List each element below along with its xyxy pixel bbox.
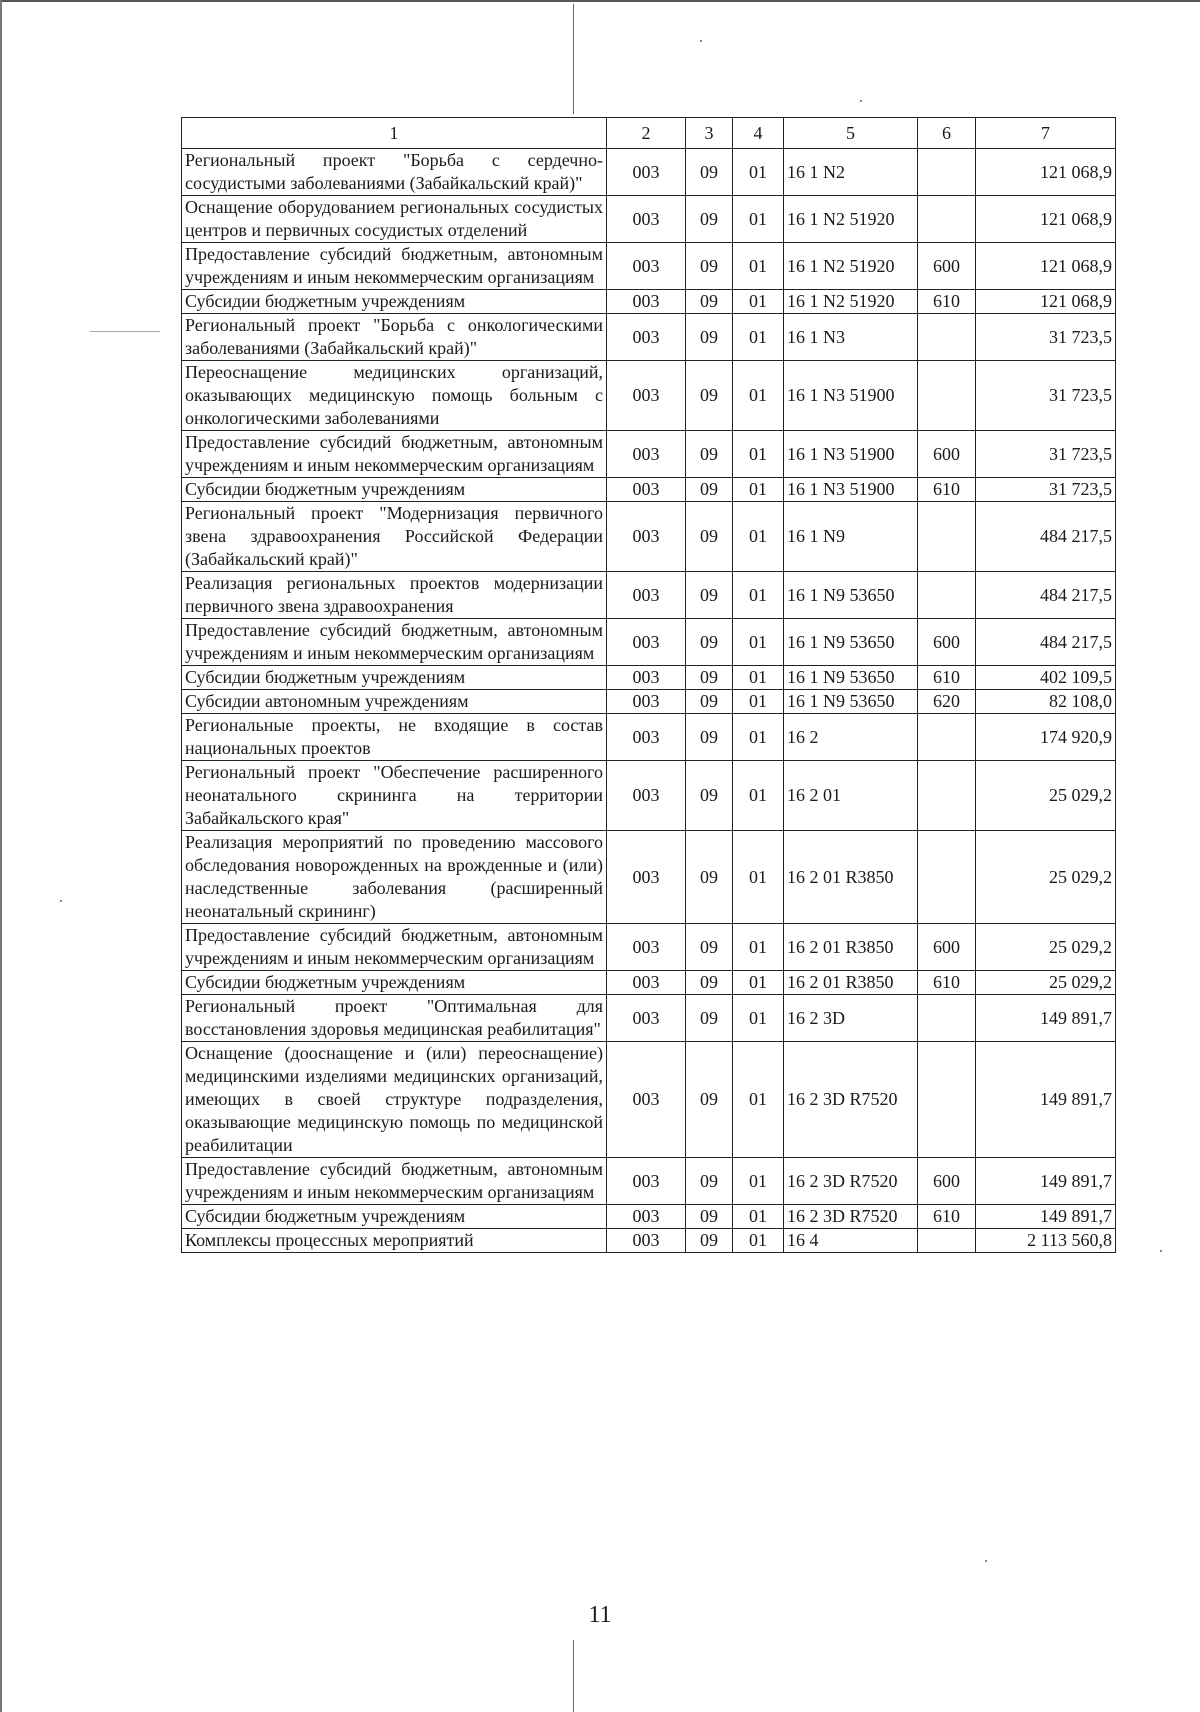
scan-artifact-dot: [1160, 1250, 1162, 1252]
row-col-3: 09: [686, 971, 733, 995]
row-col-7: 174 920,9: [976, 714, 1116, 761]
row-description: Субсидии бюджетным учреждениям: [182, 666, 607, 690]
row-col-5: 16 1 N9 53650: [784, 690, 918, 714]
row-col-6: 610: [918, 478, 976, 502]
row-description: Субсидии бюджетным учреждениям: [182, 290, 607, 314]
row-col-7: 149 891,7: [976, 1042, 1116, 1158]
table-row: [182, 714, 1116, 761]
row-col-2: 003: [607, 971, 686, 995]
row-description: Реализация мероприятий по проведению массового обследования новорожденных на врожденные и (или) наследственные заболевания (расширенный неонатальный скрининг): [182, 831, 607, 924]
table-row: [182, 361, 1116, 431]
table-row: [182, 971, 1116, 995]
row-col-6: 610: [918, 1205, 976, 1229]
row-col-5: 16 1 N9: [784, 502, 918, 572]
scan-artifact-dot: [985, 1560, 987, 1562]
row-col-5: 16 1 N9 53650: [784, 666, 918, 690]
table-row: [182, 196, 1116, 243]
row-col-6: [918, 761, 976, 831]
row-col-6: [918, 1229, 976, 1253]
row-description: Региональный проект "Обеспечение расширенного неонатального скрининга на территории Забайкальского края": [182, 761, 607, 831]
row-col-6: [918, 831, 976, 924]
row-col-3: 09: [686, 690, 733, 714]
row-col-5: 16 4: [784, 1229, 918, 1253]
row-col-4: 01: [733, 431, 784, 478]
row-col-4: 01: [733, 995, 784, 1042]
row-col-2: 003: [607, 290, 686, 314]
scan-left-border: [0, 0, 2, 1712]
budget-table: [181, 117, 1116, 1253]
row-col-5: 16 2: [784, 714, 918, 761]
header-col-2: 2: [607, 118, 686, 149]
row-description: Переоснащение медицинских организаций, оказывающих медицинскую помощь больным с онкологическими заболеваниями: [182, 361, 607, 431]
table-row: [182, 290, 1116, 314]
row-col-7: 149 891,7: [976, 1205, 1116, 1229]
table-row: [182, 478, 1116, 502]
row-col-3: 09: [686, 196, 733, 243]
row-col-2: 003: [607, 478, 686, 502]
row-col-2: 003: [607, 666, 686, 690]
row-col-3: 09: [686, 149, 733, 196]
row-col-7: 31 723,5: [976, 361, 1116, 431]
row-col-4: 01: [733, 714, 784, 761]
row-col-3: 09: [686, 243, 733, 290]
row-col-5: 16 2 3D R7520: [784, 1158, 918, 1205]
row-col-3: 09: [686, 1158, 733, 1205]
row-col-4: 01: [733, 761, 784, 831]
row-col-2: 003: [607, 714, 686, 761]
scan-artifact-dot: [60, 900, 62, 902]
row-col-7: 402 109,5: [976, 666, 1116, 690]
table-row: [182, 572, 1116, 619]
row-col-2: 003: [607, 361, 686, 431]
row-col-7: 25 029,2: [976, 761, 1116, 831]
row-col-5: 16 2 3D R7520: [784, 1042, 918, 1158]
table-row: [182, 666, 1116, 690]
row-col-6: [918, 714, 976, 761]
row-col-6: 620: [918, 690, 976, 714]
row-col-2: 003: [607, 1042, 686, 1158]
page-number: 11: [588, 1602, 612, 1628]
row-col-5: 16 1 N2: [784, 149, 918, 196]
table-row: [182, 314, 1116, 361]
row-col-6: 610: [918, 290, 976, 314]
row-col-6: 600: [918, 243, 976, 290]
row-col-7: 25 029,2: [976, 971, 1116, 995]
header-col-3: 3: [686, 118, 733, 149]
row-col-4: 01: [733, 290, 784, 314]
row-col-3: 09: [686, 1229, 733, 1253]
table-row: [182, 619, 1116, 666]
row-col-7: 31 723,5: [976, 431, 1116, 478]
header-col-6: 6: [918, 118, 976, 149]
row-col-4: 01: [733, 502, 784, 572]
row-col-7: 484 217,5: [976, 619, 1116, 666]
row-description: Субсидии бюджетным учреждениям: [182, 971, 607, 995]
row-col-3: 09: [686, 290, 733, 314]
row-col-7: 149 891,7: [976, 995, 1116, 1042]
row-col-4: 01: [733, 196, 784, 243]
scan-top-border: [0, 0, 1200, 2]
row-col-3: 09: [686, 1205, 733, 1229]
table-header: [182, 118, 1116, 149]
row-description: Оснащение оборудованием региональных сосудистых центров и первичных сосудистых отделений: [182, 196, 607, 243]
table-body: [182, 149, 1116, 1253]
row-col-6: 600: [918, 1158, 976, 1205]
row-col-7: 149 891,7: [976, 1158, 1116, 1205]
row-col-5: 16 2 01 R3850: [784, 924, 918, 971]
row-col-7: 121 068,9: [976, 149, 1116, 196]
row-col-6: 600: [918, 431, 976, 478]
row-col-2: 003: [607, 243, 686, 290]
row-col-5: 16 2 01 R3850: [784, 831, 918, 924]
row-col-6: [918, 149, 976, 196]
row-col-7: 25 029,2: [976, 924, 1116, 971]
table-row: [182, 1205, 1116, 1229]
header-col-4: 4: [733, 118, 784, 149]
row-col-5: 16 1 N9 53650: [784, 572, 918, 619]
row-col-2: 003: [607, 831, 686, 924]
row-col-3: 09: [686, 431, 733, 478]
row-col-5: 16 2 3D: [784, 995, 918, 1042]
row-col-2: 003: [607, 149, 686, 196]
table-row: [182, 995, 1116, 1042]
row-col-6: 610: [918, 971, 976, 995]
row-col-2: 003: [607, 1205, 686, 1229]
row-col-2: 003: [607, 572, 686, 619]
row-col-2: 003: [607, 761, 686, 831]
row-col-6: [918, 995, 976, 1042]
table-row: [182, 1158, 1116, 1205]
row-col-6: 600: [918, 924, 976, 971]
scan-vertical-mark-bottom: [573, 1640, 574, 1712]
row-col-2: 003: [607, 196, 686, 243]
row-col-4: 01: [733, 619, 784, 666]
row-col-5: 16 2 01 R3850: [784, 971, 918, 995]
table-row: [182, 149, 1116, 196]
row-col-2: 003: [607, 314, 686, 361]
row-col-2: 003: [607, 1229, 686, 1253]
row-description: Субсидии бюджетным учреждениям: [182, 478, 607, 502]
row-col-5: 16 1 N9 53650: [784, 619, 918, 666]
row-col-3: 09: [686, 761, 733, 831]
row-col-7: 121 068,9: [976, 243, 1116, 290]
table-row: [182, 690, 1116, 714]
scan-vertical-mark-top: [573, 4, 574, 114]
row-col-5: 16 2 01: [784, 761, 918, 831]
table-row: [182, 502, 1116, 572]
row-description: Региональный проект "Модернизация первичного звена здравоохранения Российской Федерации (Забайкальский край)": [182, 502, 607, 572]
row-description: Предоставление субсидий бюджетным, автономным учреждениям и иным некоммерческим организациям: [182, 431, 607, 478]
row-col-7: 484 217,5: [976, 502, 1116, 572]
row-col-2: 003: [607, 924, 686, 971]
row-col-3: 09: [686, 666, 733, 690]
header-row: [182, 118, 1116, 149]
row-description: Комплексы процессных мероприятий: [182, 1229, 607, 1253]
row-description: Предоставление субсидий бюджетным, автономным учреждениям и иным некоммерческим организациям: [182, 243, 607, 290]
row-col-7: 2 113 560,8: [976, 1229, 1116, 1253]
row-col-6: [918, 196, 976, 243]
row-col-5: 16 1 N3 51900: [784, 361, 918, 431]
row-description: Предоставление субсидий бюджетным, автономным учреждениям и иным некоммерческим организациям: [182, 924, 607, 971]
row-col-4: 01: [733, 478, 784, 502]
header-col-7: 7: [976, 118, 1116, 149]
header-col-1: 1: [182, 118, 607, 149]
row-col-2: 003: [607, 690, 686, 714]
row-col-6: [918, 1042, 976, 1158]
table-row: [182, 831, 1116, 924]
row-description: Региональные проекты, не входящие в состав национальных проектов: [182, 714, 607, 761]
row-col-5: 16 1 N2 51920: [784, 243, 918, 290]
row-col-7: 31 723,5: [976, 314, 1116, 361]
row-description: Региональный проект "Борьба с сердечно-сосудистыми заболеваниями (Забайкальский край)": [182, 149, 607, 196]
row-col-4: 01: [733, 314, 784, 361]
row-col-4: 01: [733, 572, 784, 619]
row-col-3: 09: [686, 361, 733, 431]
row-col-7: 484 217,5: [976, 572, 1116, 619]
row-col-2: 003: [607, 619, 686, 666]
row-col-7: 31 723,5: [976, 478, 1116, 502]
row-description: Региональный проект "Оптимальная для восстановления здоровья медицинская реабилитация": [182, 995, 607, 1042]
row-col-4: 01: [733, 243, 784, 290]
row-col-6: [918, 361, 976, 431]
row-col-5: 16 2 3D R7520: [784, 1205, 918, 1229]
row-description: Предоставление субсидий бюджетным, автономным учреждениям и иным некоммерческим организациям: [182, 1158, 607, 1205]
row-description: Реализация региональных проектов модернизации первичного звена здравоохранения: [182, 572, 607, 619]
row-col-2: 003: [607, 995, 686, 1042]
row-col-3: 09: [686, 714, 733, 761]
scan-artifact-dot: [700, 40, 702, 42]
row-col-7: 121 068,9: [976, 196, 1116, 243]
row-col-7: 25 029,2: [976, 831, 1116, 924]
row-col-6: 600: [918, 619, 976, 666]
scan-artifact-dot: [860, 100, 862, 102]
row-col-4: 01: [733, 971, 784, 995]
row-description: Региональный проект "Борьба с онкологическими заболеваниями (Забайкальский край)": [182, 314, 607, 361]
row-col-2: 003: [607, 502, 686, 572]
table-row: [182, 1229, 1116, 1253]
row-col-4: 01: [733, 361, 784, 431]
row-col-4: 01: [733, 924, 784, 971]
row-col-3: 09: [686, 502, 733, 572]
row-col-4: 01: [733, 1042, 784, 1158]
row-col-2: 003: [607, 1158, 686, 1205]
row-col-4: 01: [733, 831, 784, 924]
scan-artifact-dash: [90, 331, 160, 332]
row-col-5: 16 1 N3: [784, 314, 918, 361]
header-col-5: 5: [784, 118, 918, 149]
row-col-6: [918, 502, 976, 572]
row-description: Предоставление субсидий бюджетным, автономным учреждениям и иным некоммерческим организациям: [182, 619, 607, 666]
row-col-3: 09: [686, 478, 733, 502]
row-col-3: 09: [686, 314, 733, 361]
table-row: [182, 243, 1116, 290]
table-row: [182, 924, 1116, 971]
row-description: Субсидии бюджетным учреждениям: [182, 1205, 607, 1229]
row-col-5: 16 1 N2 51920: [784, 290, 918, 314]
row-col-6: [918, 572, 976, 619]
row-col-6: [918, 314, 976, 361]
row-col-4: 01: [733, 690, 784, 714]
row-col-3: 09: [686, 831, 733, 924]
row-col-3: 09: [686, 924, 733, 971]
row-description: Субсидии автономным учреждениям: [182, 690, 607, 714]
row-col-5: 16 1 N3 51900: [784, 478, 918, 502]
row-col-3: 09: [686, 619, 733, 666]
row-col-4: 01: [733, 666, 784, 690]
row-col-6: 610: [918, 666, 976, 690]
row-col-4: 01: [733, 1158, 784, 1205]
row-col-4: 01: [733, 1229, 784, 1253]
row-col-7: 82 108,0: [976, 690, 1116, 714]
row-col-3: 09: [686, 995, 733, 1042]
table-row: [182, 761, 1116, 831]
row-col-3: 09: [686, 572, 733, 619]
table-row: [182, 431, 1116, 478]
row-col-4: 01: [733, 1205, 784, 1229]
row-col-5: 16 1 N2 51920: [784, 196, 918, 243]
row-col-2: 003: [607, 431, 686, 478]
row-description: Оснащение (дооснащение и (или) переоснащение) медицинскими изделиями медицинских организаций, имеющих в своей структуре подразделения, оказывающие медицинскую помощь по медицинской реабилитации: [182, 1042, 607, 1158]
row-col-4: 01: [733, 149, 784, 196]
row-col-5: 16 1 N3 51900: [784, 431, 918, 478]
row-col-3: 09: [686, 1042, 733, 1158]
row-col-7: 121 068,9: [976, 290, 1116, 314]
table-row: [182, 1042, 1116, 1158]
